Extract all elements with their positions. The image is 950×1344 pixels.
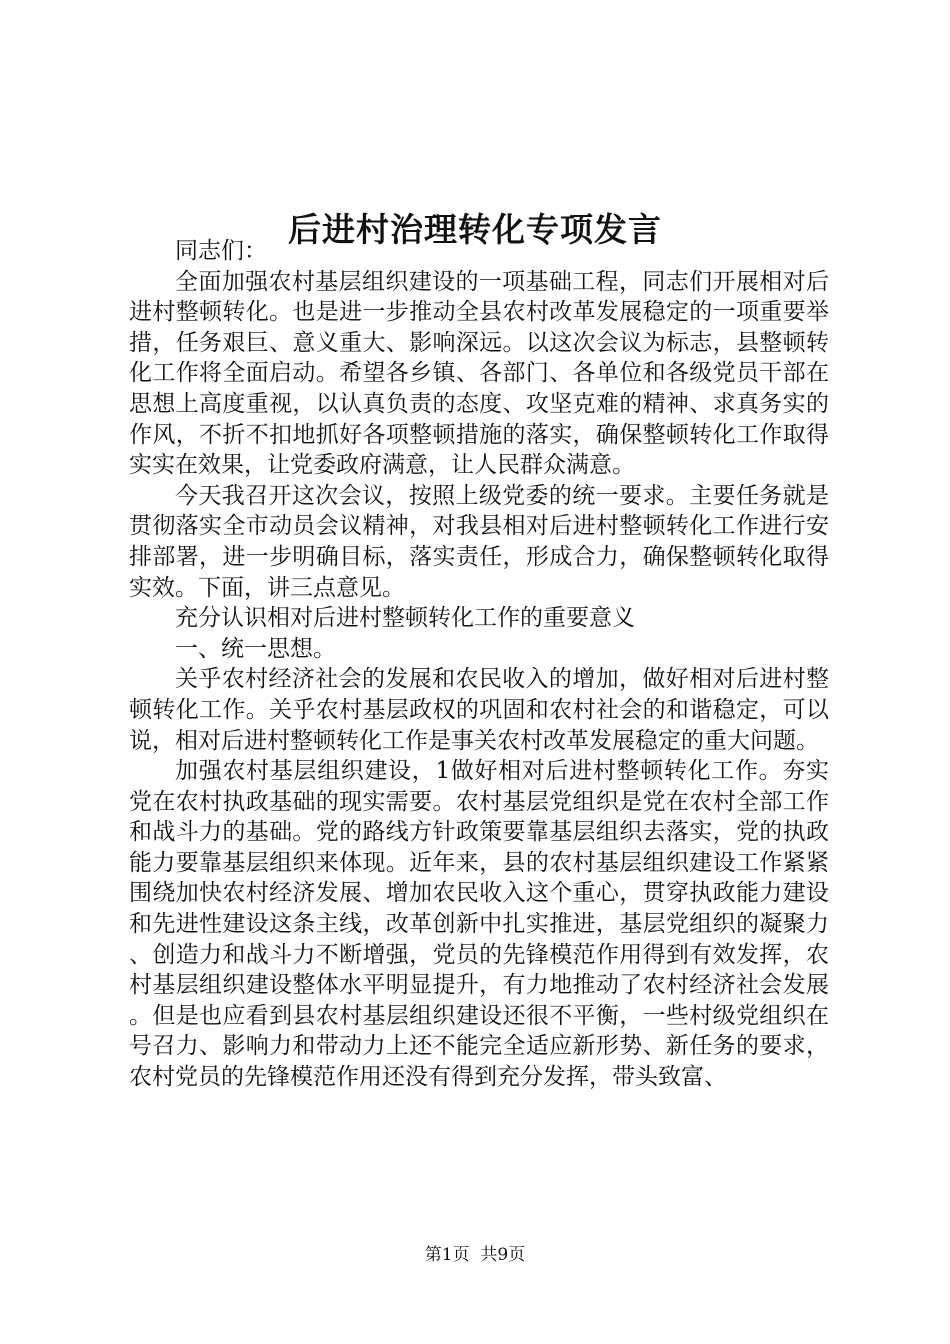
paragraph-salutation: 同志们： <box>175 238 267 264</box>
subsection-heading: 一、统一思想。 <box>175 635 336 662</box>
paragraph: 关乎农村经济社会的发展和农民收入的增加，做好相对后进村整顿转化工作。关乎农村基层政权的巩固和农村社会的和谐稳定，可以说，相对后进村整顿转化工作是事关农村改革发展稳定的重大问题。 <box>129 666 829 754</box>
paragraph: 今天我召开这次会议，按照上级党委的统一要求。主要任务就是贯彻落实全市动员会议精神，对我县相对后进村整顿转化工作进行安排部署，进一步明确目标，落实责任，形成合力，确保整顿转化取得实效。下面，讲三点意见。 <box>129 482 829 601</box>
document-title: 后进村治理转化专项发言 <box>288 210 662 250</box>
paragraph: 全面加强农村基层组织建设的一项基础工程，同志们开展相对后进村整顿转化。也是进一步推动全县农村改革发展稳定的一项重要举措，任务艰巨、意义重大、影响深远。以这次会议为标志，县整顿转化工作将全面启动。希望各乡镇、各部门、各单位和各级党员干部在思想上高度重视，以认真负责的态度、攻坚克难的精神、求真务实的作风，不折不扣地抓好各项整顿措施的落实，确保整顿转化工作取得实实在效果，让党委政府满意，让人民群众满意。 <box>129 268 829 479</box>
section-heading: 充分认识相对后进村整顿转化工作的重要意义 <box>175 605 635 632</box>
page-footer <box>0 1243 950 1267</box>
paragraph: 加强农村基层组织建设，1做好相对后进村整顿转化工作。夯实党在农村执政基础的现实需要。农村基层党组织是党在农村全部工作和战斗力的基础。党的路线方针政策要靠基层组织去落实，党的执政能力要靠基层组织来体现。近年来，县的农村基层组织建设工作紧紧围绕加快农村经济发展、增加农民收入这个重心，贯穿执政能力建设和先进性建设这条主线，改革创新中扎实推进，基层党组织的凝聚力、创造力和战斗力不断增强，党员的先锋模范作用得到有效发挥，农村基层组织建设整体水平明显提升，有力地推动了农村经济社会发展。但是也应看到县农村基层组织建设还很不平衡，一些村级党组织在号召力、影响力和带动力上还不能完全适应新形势、新任务的要求，农村党员的先锋模范作用还没有得到充分发挥，带头致富、 <box>129 758 829 1091</box>
document-body <box>129 236 829 1093</box>
page-number: 第1页 共9页 <box>424 1245 526 1265</box>
